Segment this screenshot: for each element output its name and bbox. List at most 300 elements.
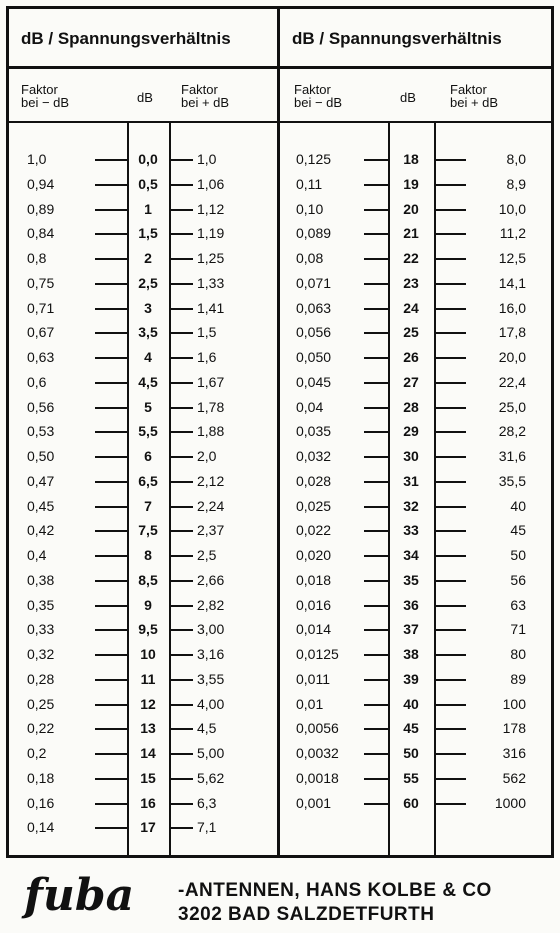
row-dash bbox=[169, 704, 193, 706]
neg-factor-value: 0,032 bbox=[296, 448, 332, 464]
row-dash bbox=[434, 803, 466, 805]
row-dash bbox=[434, 258, 466, 260]
row-dash bbox=[169, 332, 193, 334]
row-dash bbox=[169, 580, 193, 582]
row-dash bbox=[364, 233, 388, 235]
pos-factor-value: 1,78 bbox=[197, 398, 225, 415]
pos-factor-value: 1,5 bbox=[197, 324, 217, 341]
neg-factor-value: 0,50 bbox=[27, 448, 55, 464]
db-value: 5 bbox=[144, 398, 152, 415]
row-dash bbox=[169, 481, 193, 483]
row-dash bbox=[95, 679, 127, 681]
row-dash bbox=[169, 728, 193, 730]
row-dash bbox=[95, 184, 127, 186]
pos-factor-value: 1,67 bbox=[197, 373, 225, 390]
pos-factor-value: 31,6 bbox=[498, 448, 526, 464]
pos-factor-value: 1000 bbox=[494, 794, 526, 811]
row-dash bbox=[169, 753, 193, 755]
db-value: 45 bbox=[403, 720, 419, 737]
db-value: 29 bbox=[403, 423, 419, 440]
table-row bbox=[280, 197, 551, 222]
table-row bbox=[9, 667, 277, 692]
left-header-neg-line2: bei − dB bbox=[21, 95, 70, 110]
db-value: 14 bbox=[140, 745, 156, 761]
table-row bbox=[280, 370, 551, 395]
table-row bbox=[280, 543, 551, 568]
neg-factor-value: 0,050 bbox=[296, 349, 332, 365]
fuba-logo bbox=[18, 866, 168, 924]
neg-factor-value: 0,10 bbox=[296, 200, 324, 217]
row-dash bbox=[169, 530, 193, 532]
pos-factor-value: 56 bbox=[510, 571, 526, 588]
neg-factor-value: 0,0125 bbox=[296, 646, 339, 662]
row-dash bbox=[364, 456, 388, 458]
pos-factor-value: 89 bbox=[510, 670, 526, 687]
row-dash bbox=[364, 555, 388, 557]
neg-factor-value: 0,063 bbox=[296, 299, 332, 316]
db-value: 25 bbox=[403, 324, 419, 341]
row-dash bbox=[364, 679, 388, 681]
row-dash bbox=[434, 580, 466, 582]
db-value: 34 bbox=[403, 547, 419, 563]
pos-factor-value: 3,55 bbox=[197, 670, 225, 687]
pos-factor-value: 80 bbox=[510, 646, 526, 662]
row-dash bbox=[169, 283, 193, 285]
row-dash bbox=[364, 481, 388, 483]
row-dash bbox=[95, 407, 127, 409]
table-row bbox=[9, 221, 277, 246]
row-dash bbox=[364, 382, 388, 384]
pos-factor-value: 14,1 bbox=[498, 274, 526, 291]
neg-factor-value: 0,01 bbox=[296, 695, 324, 712]
pos-factor-value: 4,5 bbox=[197, 720, 217, 737]
row-dash bbox=[169, 258, 193, 260]
row-dash bbox=[95, 481, 127, 483]
neg-factor-value: 0,28 bbox=[27, 670, 55, 687]
right-header-neg-line2: bei − dB bbox=[294, 95, 343, 110]
row-dash bbox=[434, 332, 466, 334]
table-row bbox=[280, 147, 551, 172]
db-value: 5,5 bbox=[138, 423, 158, 440]
neg-factor-value: 0,45 bbox=[27, 497, 55, 514]
row-dash bbox=[169, 803, 193, 805]
row-dash bbox=[364, 506, 388, 508]
pos-factor-value: 1,06 bbox=[197, 175, 225, 192]
db-value: 50 bbox=[403, 745, 419, 761]
table-row bbox=[280, 593, 551, 618]
row-dash bbox=[95, 159, 127, 161]
pos-factor-value: 7,1 bbox=[197, 819, 217, 836]
row-dash bbox=[95, 431, 127, 433]
pos-factor-value: 22,4 bbox=[498, 373, 526, 390]
row-dash bbox=[169, 159, 193, 161]
row-dash bbox=[169, 357, 193, 359]
row-dash bbox=[95, 555, 127, 557]
row-dash bbox=[434, 357, 466, 359]
pos-factor-value: 2,0 bbox=[197, 448, 217, 464]
row-dash bbox=[364, 159, 388, 161]
row-dash bbox=[95, 357, 127, 359]
neg-factor-value: 0,6 bbox=[27, 373, 47, 390]
right-header-pos-factor bbox=[450, 83, 498, 109]
right-header-pos-line2: bei + dB bbox=[450, 95, 499, 110]
row-dash bbox=[169, 308, 193, 310]
row-dash bbox=[95, 629, 127, 631]
pos-factor-value: 40 bbox=[510, 497, 526, 514]
left-header-neg-factor bbox=[21, 83, 69, 109]
row-dash bbox=[169, 629, 193, 631]
neg-factor-value: 0,35 bbox=[27, 596, 55, 613]
row-dash bbox=[364, 209, 388, 211]
row-dash bbox=[434, 407, 466, 409]
db-value: 9,5 bbox=[138, 621, 158, 638]
row-dash bbox=[169, 654, 193, 656]
row-dash bbox=[434, 605, 466, 607]
neg-factor-value: 0,016 bbox=[296, 596, 332, 613]
row-dash bbox=[169, 233, 193, 235]
row-dash bbox=[434, 555, 466, 557]
pos-factor-value: 1,0 bbox=[197, 151, 217, 167]
company-address: 3202 BAD SALZDETFURTH bbox=[178, 904, 435, 925]
row-dash bbox=[169, 431, 193, 433]
pos-factor-value: 20,0 bbox=[498, 349, 526, 365]
neg-factor-value: 0,14 bbox=[27, 819, 55, 836]
table-row bbox=[9, 692, 277, 717]
db-value: 16 bbox=[140, 794, 156, 811]
table-row bbox=[9, 766, 277, 791]
db-value: 11 bbox=[140, 670, 156, 687]
table-row bbox=[9, 370, 277, 395]
table-row bbox=[9, 617, 277, 642]
neg-factor-value: 0,11 bbox=[296, 175, 323, 192]
neg-factor-value: 0,67 bbox=[27, 324, 55, 341]
left-header-db: dB bbox=[137, 90, 153, 105]
neg-factor-value: 0,47 bbox=[27, 472, 55, 489]
table-row bbox=[280, 667, 551, 692]
row-dash bbox=[434, 629, 466, 631]
pos-factor-value: 8,9 bbox=[506, 175, 526, 192]
table-row bbox=[9, 815, 277, 840]
neg-factor-value: 0,056 bbox=[296, 324, 332, 341]
row-dash bbox=[95, 258, 127, 260]
row-dash bbox=[434, 382, 466, 384]
table-row bbox=[280, 518, 551, 543]
db-value: 30 bbox=[403, 448, 419, 464]
neg-factor-value: 0,32 bbox=[27, 646, 55, 662]
neg-factor-value: 0,89 bbox=[27, 200, 55, 217]
row-dash bbox=[434, 778, 466, 780]
table-row bbox=[9, 791, 277, 816]
right-table-panel bbox=[277, 9, 551, 855]
pos-factor-value: 5,00 bbox=[197, 745, 225, 761]
neg-factor-value: 1,0 bbox=[27, 151, 47, 167]
row-dash bbox=[95, 803, 127, 805]
pos-factor-value: 11,2 bbox=[499, 225, 526, 242]
table-row bbox=[280, 617, 551, 642]
neg-factor-value: 0,014 bbox=[296, 621, 332, 638]
neg-factor-value: 0,04 bbox=[296, 398, 324, 415]
row-dash bbox=[434, 283, 466, 285]
table-row bbox=[9, 172, 277, 197]
table-row bbox=[9, 444, 277, 469]
db-value: 1,5 bbox=[138, 225, 158, 242]
svg-text:fuba: fuba bbox=[24, 870, 135, 921]
neg-factor-value: 0,71 bbox=[27, 299, 55, 316]
company-name: -ANTENNEN, HANS KOLBE & CO bbox=[178, 880, 492, 901]
db-value: 15 bbox=[140, 769, 156, 786]
right-column-headers bbox=[280, 69, 551, 123]
table-row bbox=[280, 642, 551, 667]
db-value: 8 bbox=[144, 547, 152, 563]
row-dash bbox=[95, 233, 127, 235]
row-dash bbox=[169, 382, 193, 384]
neg-factor-value: 0,75 bbox=[27, 274, 55, 291]
table-row bbox=[280, 221, 551, 246]
pos-factor-value: 1,33 bbox=[197, 274, 225, 291]
db-value: 28 bbox=[403, 398, 419, 415]
neg-factor-value: 0,22 bbox=[27, 720, 55, 737]
pos-factor-value: 316 bbox=[502, 745, 526, 761]
db-value: 13 bbox=[140, 720, 156, 737]
table-row bbox=[9, 320, 277, 345]
pos-factor-value: 2,5 bbox=[197, 547, 217, 563]
left-table-body bbox=[9, 121, 277, 855]
db-value: 8,5 bbox=[138, 571, 158, 588]
table-row bbox=[9, 469, 277, 494]
table-row bbox=[280, 395, 551, 420]
row-dash bbox=[364, 357, 388, 359]
db-value: 36 bbox=[403, 596, 419, 613]
row-dash bbox=[434, 308, 466, 310]
db-value: 18 bbox=[403, 151, 419, 167]
table-row bbox=[9, 593, 277, 618]
row-dash bbox=[364, 629, 388, 631]
right-header-db: dB bbox=[400, 90, 416, 105]
table-row bbox=[9, 296, 277, 321]
left-header-pos-line1: Faktor bbox=[181, 82, 218, 97]
pos-factor-value: 2,37 bbox=[197, 522, 225, 539]
pos-factor-value: 2,24 bbox=[197, 497, 225, 514]
pos-factor-value: 178 bbox=[502, 720, 526, 737]
row-dash bbox=[95, 827, 127, 829]
neg-factor-value: 0,001 bbox=[296, 794, 332, 811]
neg-factor-value: 0,028 bbox=[296, 472, 332, 489]
row-dash bbox=[95, 283, 127, 285]
neg-factor-value: 0,08 bbox=[296, 250, 324, 266]
row-dash bbox=[434, 753, 466, 755]
left-column-headers bbox=[9, 69, 277, 123]
pos-factor-value: 562 bbox=[502, 769, 526, 786]
row-dash bbox=[434, 159, 466, 161]
pos-factor-value: 1,88 bbox=[197, 423, 225, 440]
pos-factor-value: 17,8 bbox=[498, 324, 526, 341]
row-dash bbox=[364, 803, 388, 805]
row-dash bbox=[434, 456, 466, 458]
pos-factor-value: 10,0 bbox=[498, 200, 526, 217]
row-dash bbox=[434, 654, 466, 656]
right-table-title: dB / Spannungsverhältnis bbox=[280, 9, 551, 69]
db-value: 1 bbox=[144, 200, 152, 217]
table-row bbox=[280, 419, 551, 444]
db-value: 35 bbox=[403, 571, 419, 588]
row-dash bbox=[364, 332, 388, 334]
pos-factor-value: 1,41 bbox=[197, 299, 225, 316]
db-value: 0,0 bbox=[138, 151, 158, 167]
db-value: 22 bbox=[403, 250, 419, 266]
db-value: 33 bbox=[403, 522, 419, 539]
neg-factor-value: 0,045 bbox=[296, 373, 332, 390]
pos-factor-value: 63 bbox=[510, 596, 526, 613]
row-dash bbox=[364, 605, 388, 607]
table-row bbox=[280, 469, 551, 494]
pos-factor-value: 1,19 bbox=[197, 225, 225, 242]
pos-factor-value: 35,5 bbox=[498, 472, 526, 489]
row-dash bbox=[169, 827, 193, 829]
row-dash bbox=[169, 605, 193, 607]
pos-factor-value: 50 bbox=[510, 547, 526, 563]
db-value: 20 bbox=[403, 200, 419, 217]
right-header-neg-factor bbox=[294, 83, 342, 109]
pos-factor-value: 6,3 bbox=[197, 794, 217, 811]
row-dash bbox=[434, 481, 466, 483]
row-dash bbox=[364, 431, 388, 433]
pos-factor-value: 3,00 bbox=[197, 621, 225, 638]
pos-factor-value: 45 bbox=[510, 522, 526, 539]
neg-factor-value: 0,022 bbox=[296, 522, 332, 539]
pos-factor-value: 2,82 bbox=[197, 596, 225, 613]
row-dash bbox=[169, 555, 193, 557]
table-row bbox=[9, 246, 277, 271]
table-row bbox=[280, 172, 551, 197]
table-row bbox=[280, 345, 551, 370]
left-header-pos-line2: bei + dB bbox=[181, 95, 230, 110]
table-row bbox=[9, 147, 277, 172]
table-row bbox=[9, 271, 277, 296]
right-header-neg-line1: Faktor bbox=[294, 82, 331, 97]
row-dash bbox=[364, 283, 388, 285]
row-dash bbox=[434, 704, 466, 706]
right-header-pos-line1: Faktor bbox=[450, 82, 487, 97]
db-value: 31 bbox=[403, 472, 419, 489]
row-dash bbox=[169, 184, 193, 186]
db-value: 7 bbox=[144, 497, 152, 514]
table-row bbox=[280, 320, 551, 345]
db-value: 23 bbox=[403, 274, 419, 291]
pos-factor-value: 16,0 bbox=[498, 299, 526, 316]
table-row bbox=[9, 518, 277, 543]
db-value: 2,5 bbox=[138, 274, 158, 291]
row-dash bbox=[95, 506, 127, 508]
row-dash bbox=[95, 382, 127, 384]
pos-factor-value: 100 bbox=[502, 695, 526, 712]
db-value: 4,5 bbox=[138, 373, 158, 390]
neg-factor-value: 0,4 bbox=[27, 547, 47, 563]
db-value: 6 bbox=[144, 448, 152, 464]
neg-factor-value: 0,16 bbox=[27, 794, 55, 811]
db-value: 26 bbox=[403, 349, 419, 365]
row-dash bbox=[95, 605, 127, 607]
row-dash bbox=[169, 407, 193, 409]
db-voltage-ratio-table bbox=[6, 6, 554, 858]
row-dash bbox=[95, 654, 127, 656]
row-dash bbox=[95, 778, 127, 780]
neg-factor-value: 0,18 bbox=[27, 769, 55, 786]
table-row bbox=[9, 741, 277, 766]
row-dash bbox=[434, 728, 466, 730]
db-value: 40 bbox=[403, 695, 419, 712]
neg-factor-value: 0,56 bbox=[27, 398, 55, 415]
row-dash bbox=[95, 308, 127, 310]
row-dash bbox=[95, 704, 127, 706]
db-value: 19 bbox=[403, 175, 419, 192]
row-dash bbox=[169, 209, 193, 211]
db-value: 4 bbox=[144, 349, 152, 365]
row-dash bbox=[95, 530, 127, 532]
db-value: 55 bbox=[403, 769, 419, 786]
db-value: 24 bbox=[403, 299, 419, 316]
db-value: 38 bbox=[403, 646, 419, 662]
left-header-pos-factor bbox=[181, 83, 229, 109]
db-value: 9 bbox=[144, 596, 152, 613]
row-dash bbox=[434, 530, 466, 532]
table-row bbox=[9, 345, 277, 370]
db-value: 60 bbox=[403, 794, 419, 811]
db-value: 10 bbox=[140, 646, 156, 662]
table-row bbox=[280, 444, 551, 469]
db-value: 37 bbox=[403, 621, 419, 638]
table-row bbox=[280, 791, 551, 816]
table-row bbox=[280, 494, 551, 519]
row-dash bbox=[364, 530, 388, 532]
neg-factor-value: 0,0056 bbox=[296, 720, 339, 737]
db-value: 6,5 bbox=[138, 472, 158, 489]
neg-factor-value: 0,84 bbox=[27, 225, 55, 242]
pos-factor-value: 12,5 bbox=[498, 250, 526, 266]
table-row bbox=[280, 741, 551, 766]
row-dash bbox=[169, 679, 193, 681]
table-row bbox=[9, 197, 277, 222]
row-dash bbox=[95, 456, 127, 458]
db-value: 32 bbox=[403, 497, 419, 514]
table-row bbox=[280, 766, 551, 791]
left-table-panel bbox=[9, 9, 277, 855]
neg-factor-value: 0,25 bbox=[27, 695, 55, 712]
row-dash bbox=[169, 506, 193, 508]
left-table-title: dB / Spannungsverhältnis bbox=[9, 9, 277, 69]
pos-factor-value: 2,66 bbox=[197, 571, 225, 588]
table-row bbox=[9, 494, 277, 519]
neg-factor-value: 0,025 bbox=[296, 497, 332, 514]
row-dash bbox=[364, 407, 388, 409]
row-dash bbox=[95, 728, 127, 730]
neg-factor-value: 0,125 bbox=[296, 151, 332, 167]
pos-factor-value: 25,0 bbox=[498, 398, 526, 415]
neg-factor-value: 0,011 bbox=[296, 670, 330, 687]
row-dash bbox=[364, 580, 388, 582]
neg-factor-value: 0,42 bbox=[27, 522, 55, 539]
db-value: 21 bbox=[403, 225, 419, 242]
row-dash bbox=[169, 456, 193, 458]
neg-factor-value: 0,020 bbox=[296, 547, 332, 563]
table-row bbox=[9, 543, 277, 568]
row-dash bbox=[364, 308, 388, 310]
table-row bbox=[280, 716, 551, 741]
db-value: 3 bbox=[144, 299, 152, 316]
pos-factor-value: 71 bbox=[510, 621, 526, 638]
row-dash bbox=[169, 778, 193, 780]
row-dash bbox=[434, 506, 466, 508]
table-row bbox=[9, 419, 277, 444]
